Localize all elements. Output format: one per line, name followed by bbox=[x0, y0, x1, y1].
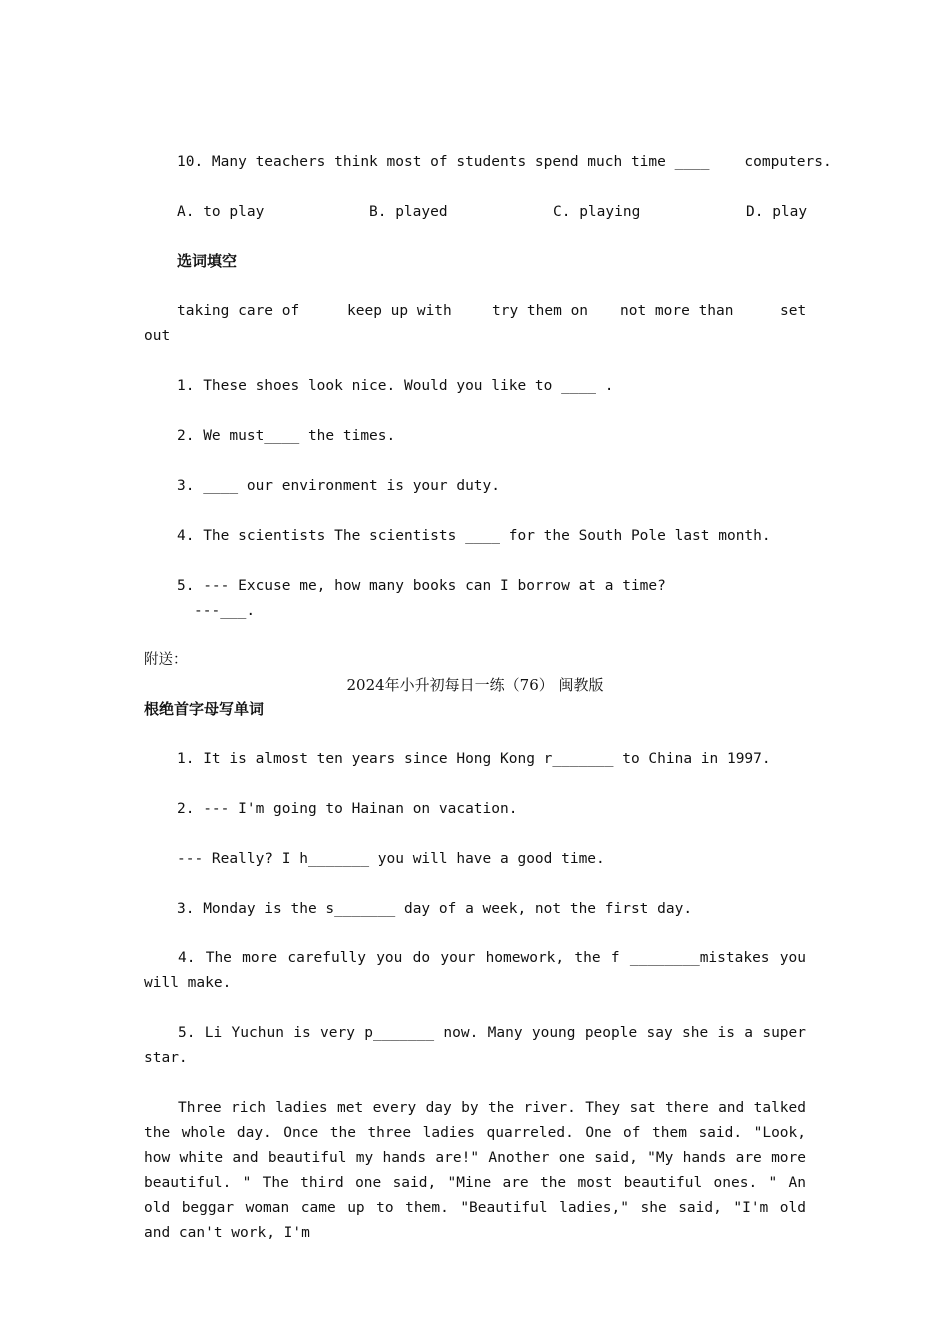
question-10-option-c: C. playing bbox=[553, 204, 641, 220]
section-heading-fill-in: 选词填空 bbox=[177, 252, 238, 270]
fill-in-item-1: 1. These shoes look nice. Would you like to ____ . bbox=[177, 378, 614, 394]
appendix-label: 附送： bbox=[144, 652, 188, 668]
word-item-1: 1. It is almost ten years since Hong Kong r_______ to China in 1997. bbox=[177, 751, 771, 767]
question-10-option-a: A. to play bbox=[177, 204, 265, 220]
fill-in-item-3: 3. ____ our environment is your duty. bbox=[177, 478, 501, 494]
word-bank-item: try them on bbox=[492, 303, 589, 319]
fill-in-item-5: 5. --- Excuse me, how many books can I borrow at a time? bbox=[177, 578, 666, 594]
word-item-4: 4. The more carefully you do your homework, the f ________mistakes you will make. bbox=[144, 950, 806, 991]
document-title: 2024年小升初每日一练（76） 闽教版 bbox=[346, 676, 604, 694]
fill-in-item-4: 4. The scientists The scientists ____ for the South Pole last month. bbox=[177, 528, 771, 544]
word-bank-item: set bbox=[780, 303, 807, 319]
word-item-5: 5. Li Yuchun is very p_______ now. Many young people say she is a super star. bbox=[144, 1025, 806, 1066]
fill-in-item-5-answer: ---___. bbox=[194, 603, 256, 619]
fill-in-item-2: 2. We must____ the times. bbox=[177, 428, 396, 444]
word-item-3: 3. Monday is the s_______ day of a week, not the first day. bbox=[177, 901, 693, 917]
question-10-stem: 10. Many teachers think most of students spend much time ____ computers. bbox=[177, 154, 832, 170]
word-bank-item: not more than bbox=[620, 303, 734, 319]
question-10-option-b: B. played bbox=[369, 204, 448, 220]
question-10-option-d: D. play bbox=[746, 204, 808, 220]
word-bank-item: keep up with bbox=[347, 303, 452, 319]
word-item-2: 2. --- I'm going to Hainan on vacation. bbox=[177, 801, 518, 817]
word-bank-item-wrap: out bbox=[144, 328, 171, 344]
word-bank-item: taking care of bbox=[177, 303, 300, 319]
section-heading-initial-letters: 根绝首字母写单词 bbox=[144, 700, 265, 718]
reading-passage: Three rich ladies met every day by the river. They sat there and talked the whole day. Once the three ladies quarreled. One of them said. "Look, how white and beautiful my hands are!" Another one said, "My hands are more beautiful. " The third one said, "Mine are the most beautiful ones. " An old beggar woman came up to them. "Beautiful ladies," she said, "I'm old and can't work, I'm bbox=[144, 1100, 806, 1241]
word-item-2-reply: --- Really? I h_______ you will have a good time. bbox=[177, 851, 605, 867]
